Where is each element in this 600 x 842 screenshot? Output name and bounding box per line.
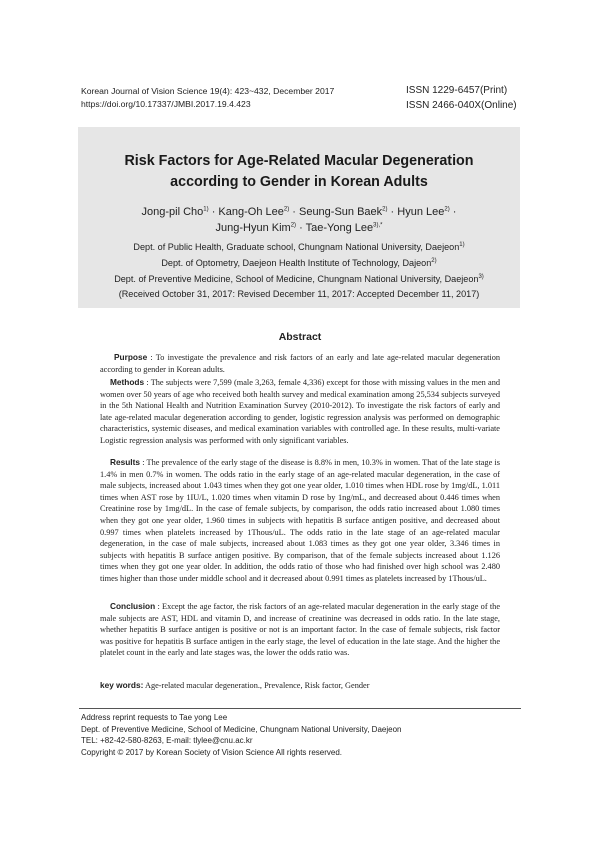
purpose-label: Purpose bbox=[114, 352, 148, 362]
methods-label: Methods bbox=[110, 377, 145, 387]
journal-line: Korean Journal of Vision Science 19(4): 423~432, December 2017 bbox=[81, 86, 335, 96]
author-line-1: Jong-pil Cho$^{1)}$ · Kang-Oh Lee$^{2)}$ · Seung-Sun Baek$^{2)}$ · Hyun Lee$^{2)}$ · bbox=[141, 206, 457, 218]
abstract-conclusion bbox=[100, 601, 500, 659]
title-box bbox=[78, 127, 520, 308]
author-sup: 1) bbox=[203, 206, 209, 213]
affiliation-line bbox=[78, 271, 520, 287]
author-sup: 2) bbox=[290, 222, 297, 229]
footer-divider bbox=[79, 708, 521, 709]
keywords bbox=[100, 679, 500, 692]
author-sup: 2) bbox=[283, 206, 290, 213]
author-list bbox=[78, 204, 520, 236]
conclusion-label: Conclusion bbox=[110, 601, 156, 611]
abstract-heading: Abstract bbox=[278, 331, 322, 343]
author-line-2: Jung-Hyun Kim$^{2)}$ · Tae-Yong Lee$^{3),*}$ bbox=[215, 222, 383, 234]
affiliation-sup: 2) bbox=[431, 257, 437, 264]
affiliation-text: Dept. of Public Health, Graduate school, Chungnam National University, Daejeon bbox=[133, 242, 460, 252]
purpose-text: : To investigate the prevalence and risk factors of an early and late age-related macular degeneration according to gender in Korean adults. bbox=[100, 353, 500, 374]
affiliation-sup: 1) bbox=[459, 241, 465, 248]
results-label: Results bbox=[110, 457, 140, 467]
paper-title bbox=[78, 151, 520, 193]
methods-text: : The subjects were 7,599 (male 3,263, female 4,336) except for those with missing values in the men and women over 50 years of age who received both health survey and medical examination among 25,534 subjects surveyed in the 5th National Health and Nutrition Examination Survey (2010-2012). To investigate the risk factors of early and late age-related macular degeneration according to gender, logistic regression analysis was performed on demographic characteristics, systemic diseases, and medical examination variables with controlled age. In these results, multi-variate Logistic regression analysis was performed with only significant variables. bbox=[100, 378, 500, 445]
author-sup: 3),* bbox=[373, 222, 383, 229]
affiliation-list bbox=[78, 239, 520, 287]
affiliation-text: Dept. of Preventive Medicine, School of Medicine, Chungnam National University, Daejeon bbox=[114, 274, 479, 284]
conclusion-text: : Except the age factor, the risk factors of an age-related macular degeneration in the early stage of the male subjects are AST, HDL and vitamin D, and increase of creatinine was decreased in odds ratio. In the late stage, whether hepatitis B surface antigen is positive or not is an important factor. In the case of female subjects, risk factor was positive for hepatitis B surface antigen in the early stage, the level of education in the late stage. And the higher the platelet count in the early and late stages was, the lower the odds ratio was. bbox=[100, 602, 500, 658]
affiliation-line bbox=[78, 239, 520, 255]
issn-block bbox=[406, 83, 517, 113]
affiliation-line bbox=[78, 255, 520, 271]
author-name: Jong-pil Cho bbox=[141, 206, 204, 218]
author-name: Tae-Yong Lee bbox=[305, 222, 374, 234]
author-name: Seung-Sun Baek bbox=[298, 206, 383, 218]
footer-reprint: Address reprint requests to Tae yong Lee bbox=[81, 713, 228, 722]
issn-print: ISSN 1229-6457(Print) bbox=[406, 85, 508, 96]
footer-copyright: Copyright © 2017 by Korean Society of Vision Science All rights reserved. bbox=[81, 747, 342, 757]
abstract-results bbox=[100, 457, 500, 585]
title-line-2: according to Gender in Korean Adults bbox=[170, 174, 428, 190]
keywords-text: Age-related macular degeneration., Prevalence, Risk factor, Gender bbox=[143, 681, 370, 690]
footer-contact: TEL: +82-42-580-8263, E-mail: tlylee@cnu.ac.kr bbox=[81, 736, 253, 746]
journal-citation bbox=[81, 85, 334, 111]
doi-line: https://doi.org/10.17337/JMBI.2017.19.4.423 bbox=[81, 99, 251, 109]
keywords-label: key words: bbox=[100, 680, 144, 690]
author-name: Hyun Lee bbox=[397, 206, 445, 218]
affiliation-sup: 3) bbox=[478, 273, 484, 280]
correspondence-footer bbox=[81, 712, 401, 758]
results-text: : The prevalence of the early stage of the disease is 8.8% in men, 10.3% in women. That of the late stage is 1.4% in men 0.7% in women. The odds ratio in the early stage of an age-related macular degeneration, in the case of male subjects, increased about 1.043 times when they got one year older, 1.010 times when HDL rose by 1mg/dL, 1.011 times when AST rose by 1IU/L, 1.020 times when vitamin D rose by 1ng/mL, and decreased about 0.446 times when Creatinine rose by 1mg/dL. In the case of female subjects, by comparison, the odds ratio increased about 1.080 times when they got one year older, 1.960 times in subjects with hepatitis B surface antigen positive, and decreased about 0.997 times when platelets increased by 1Thous/uL. The odds ratio in the late stage of an age-related macular degeneration, in the case of male subjects, increased about 1.083 times as they got one year older, 3.346 times in subjects with hepatitis B surface antigen positive. By comparison, that of the female subjects increased about 1.126 times when they got one year older. In addition, the odds ratio of those who had finished over high school was 2.480 times higher than those under middle school and it decreased about 0.991 times as platelets increased by 1Thous/uL. bbox=[100, 458, 500, 583]
abstract-methods bbox=[100, 377, 500, 447]
author-sup: 2) bbox=[382, 206, 388, 213]
issn-online: ISSN 2466-040X(Online) bbox=[406, 100, 517, 111]
author-sup: 2) bbox=[444, 206, 450, 213]
received-dates: (Received October 31, 2017: Revised December 11, 2017: Accepted December 11, 2017) bbox=[118, 289, 480, 299]
footer-dept: Dept. of Preventive Medicine, School of Medicine, Chungnam National University, Daejeon bbox=[81, 724, 402, 734]
author-name: Kang-Oh Lee bbox=[218, 206, 284, 218]
author-name: Jung-Hyun Kim bbox=[215, 222, 291, 234]
title-line-1: Risk Factors for Age-Related Macular Degeneration bbox=[124, 153, 474, 169]
abstract-purpose bbox=[100, 352, 500, 375]
affiliation-text: Dept. of Optometry, Daejeon Health Institute of Technology, Dajeon bbox=[161, 258, 432, 268]
